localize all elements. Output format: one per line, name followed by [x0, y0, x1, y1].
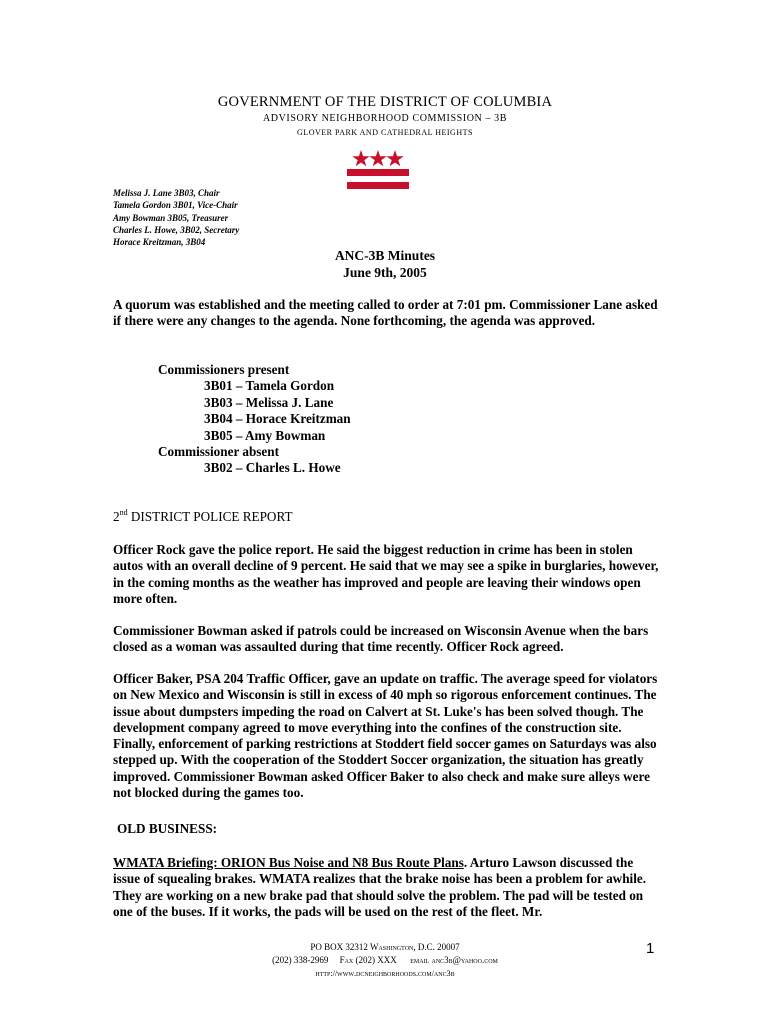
member-secretary: Charles L. Howe, 3B02, Secretary — [113, 224, 240, 235]
police-paragraph-2: Commissioner Bowman asked if patrols could be increased on Wisconsin Avenue when the bars closed as a woman was assaulted during that time recently. Officer Rock agreed. — [113, 623, 649, 655]
police-paragraph-3: Officer Baker, PSA 204 Traffic Officer, gave an update on traffic. The average speed for violators on New Mexico and Wisconsin is still in excess of 40 mph so rigorous enforcement continues. The issue about dumpsters impeding the road on Calvert at St. Luke's has been solved though. The development company agreed to move everything into the confines of the construction site. Finally, enforcement of parking restrictions at Stoddert field soccer games on Saturdays was also stepped up. With the cooperation of the Stoddert Soccer organization, the situation has greatly improved. Commissioner Bowman asked Officer Baker to also check and make sure alleys were not blocked during the games too. — [113, 671, 658, 801]
member-chair: Melissa J. Lane 3B03, Chair — [113, 188, 220, 198]
footer-phone: (202) 338-2969 — [272, 955, 329, 965]
present-label: Commissioners present — [158, 362, 290, 377]
absent-label: Commissioner absent — [158, 444, 280, 460]
flag-star-3 — [386, 150, 403, 166]
member-treasurer: Amy Bowman 3B05, Treasurer — [113, 212, 229, 223]
footer-email[interactable]: email anc3b@yahoo.com — [410, 955, 498, 965]
old-business-heading: OLD BUSINESS: — [117, 821, 218, 836]
police-heading-number: 2 — [113, 509, 120, 524]
absent-item: 3B02 – Charles L. Howe — [204, 460, 341, 476]
present-item: 3B01 – Tamela Gordon — [204, 378, 335, 394]
commission-area: GLOVER PARK AND CATHEDRAL HEIGHTS — [297, 128, 473, 137]
wmata-paragraph — [113, 855, 661, 920]
minutes-title: ANC-3B Minutes — [334, 248, 436, 263]
police-report-heading — [113, 508, 293, 525]
flag-bar-1 — [347, 169, 409, 176]
commission-name: ADVISORY NEIGHBORHOOD COMMISSION – 3B — [262, 113, 508, 124]
dc-flag-icon — [347, 150, 409, 192]
commission-members — [113, 187, 239, 248]
footer-website[interactable]: http://www.dcneighborhoods.com/anc3b — [315, 969, 455, 978]
member-vice-chair: Tamela Gordon 3B01, Vice-Chair — [113, 200, 238, 211]
government-title: GOVERNMENT OF THE DISTRICT OF COLUMBIA — [217, 94, 553, 110]
police-paragraph-1: Officer Rock gave the police report. He said the biggest reduction in crime has been in stolen autos with an overall decline of 9 percent. He said that we may see a spike in burglaries, however, in the coming months as the weather has improved and people are leaving their windows open more often. — [113, 542, 659, 606]
police-heading-text: DISTRICT POLICE REPORT — [127, 509, 293, 524]
present-item: 3B05 – Amy Bowman — [204, 427, 326, 443]
police-heading-suffix: nd — [119, 508, 128, 517]
flag-star-2 — [369, 150, 386, 166]
member-commissioner: Horace Kreitzman, 3B04 — [113, 237, 206, 248]
wmata-item-text: . Arturo Lawson discussed the issue of squealing brakes. WMATA realizes that the brake noise has been a problem for awhile. They are working on a new brake pad that should solve the problem. The pad will be tested on one of the buses. If it works, the pads will be used on the rest of the fleet. Mr. — [113, 855, 647, 919]
footer-address: PO BOX 32312 Washington, D.C. 20007 — [310, 942, 460, 952]
intro-paragraph: A quorum was established and the meeting called to order at 7:01 pm. Commissioner Lane asked if there were any changes to the agenda. None forthcoming, the agenda was approved. — [113, 297, 658, 329]
page-footer — [0, 941, 770, 980]
flag-bar-2 — [347, 182, 409, 189]
flag-star-1 — [352, 150, 369, 166]
attendance-list — [158, 362, 351, 477]
footer-contact — [0, 954, 770, 967]
wmata-item-title: WMATA Briefing: ORION Bus Noise and N8 Bus Route Plans — [113, 855, 464, 870]
minutes-date: June 9th, 2005 — [343, 265, 427, 280]
page-number: 1 — [646, 940, 655, 957]
footer-fax: Fax (202) XXX — [339, 955, 397, 965]
present-item: 3B03 – Melissa J. Lane — [204, 394, 334, 410]
minutes-heading — [0, 247, 770, 281]
present-item: 3B04 – Horace Kreitzman — [204, 411, 351, 427]
